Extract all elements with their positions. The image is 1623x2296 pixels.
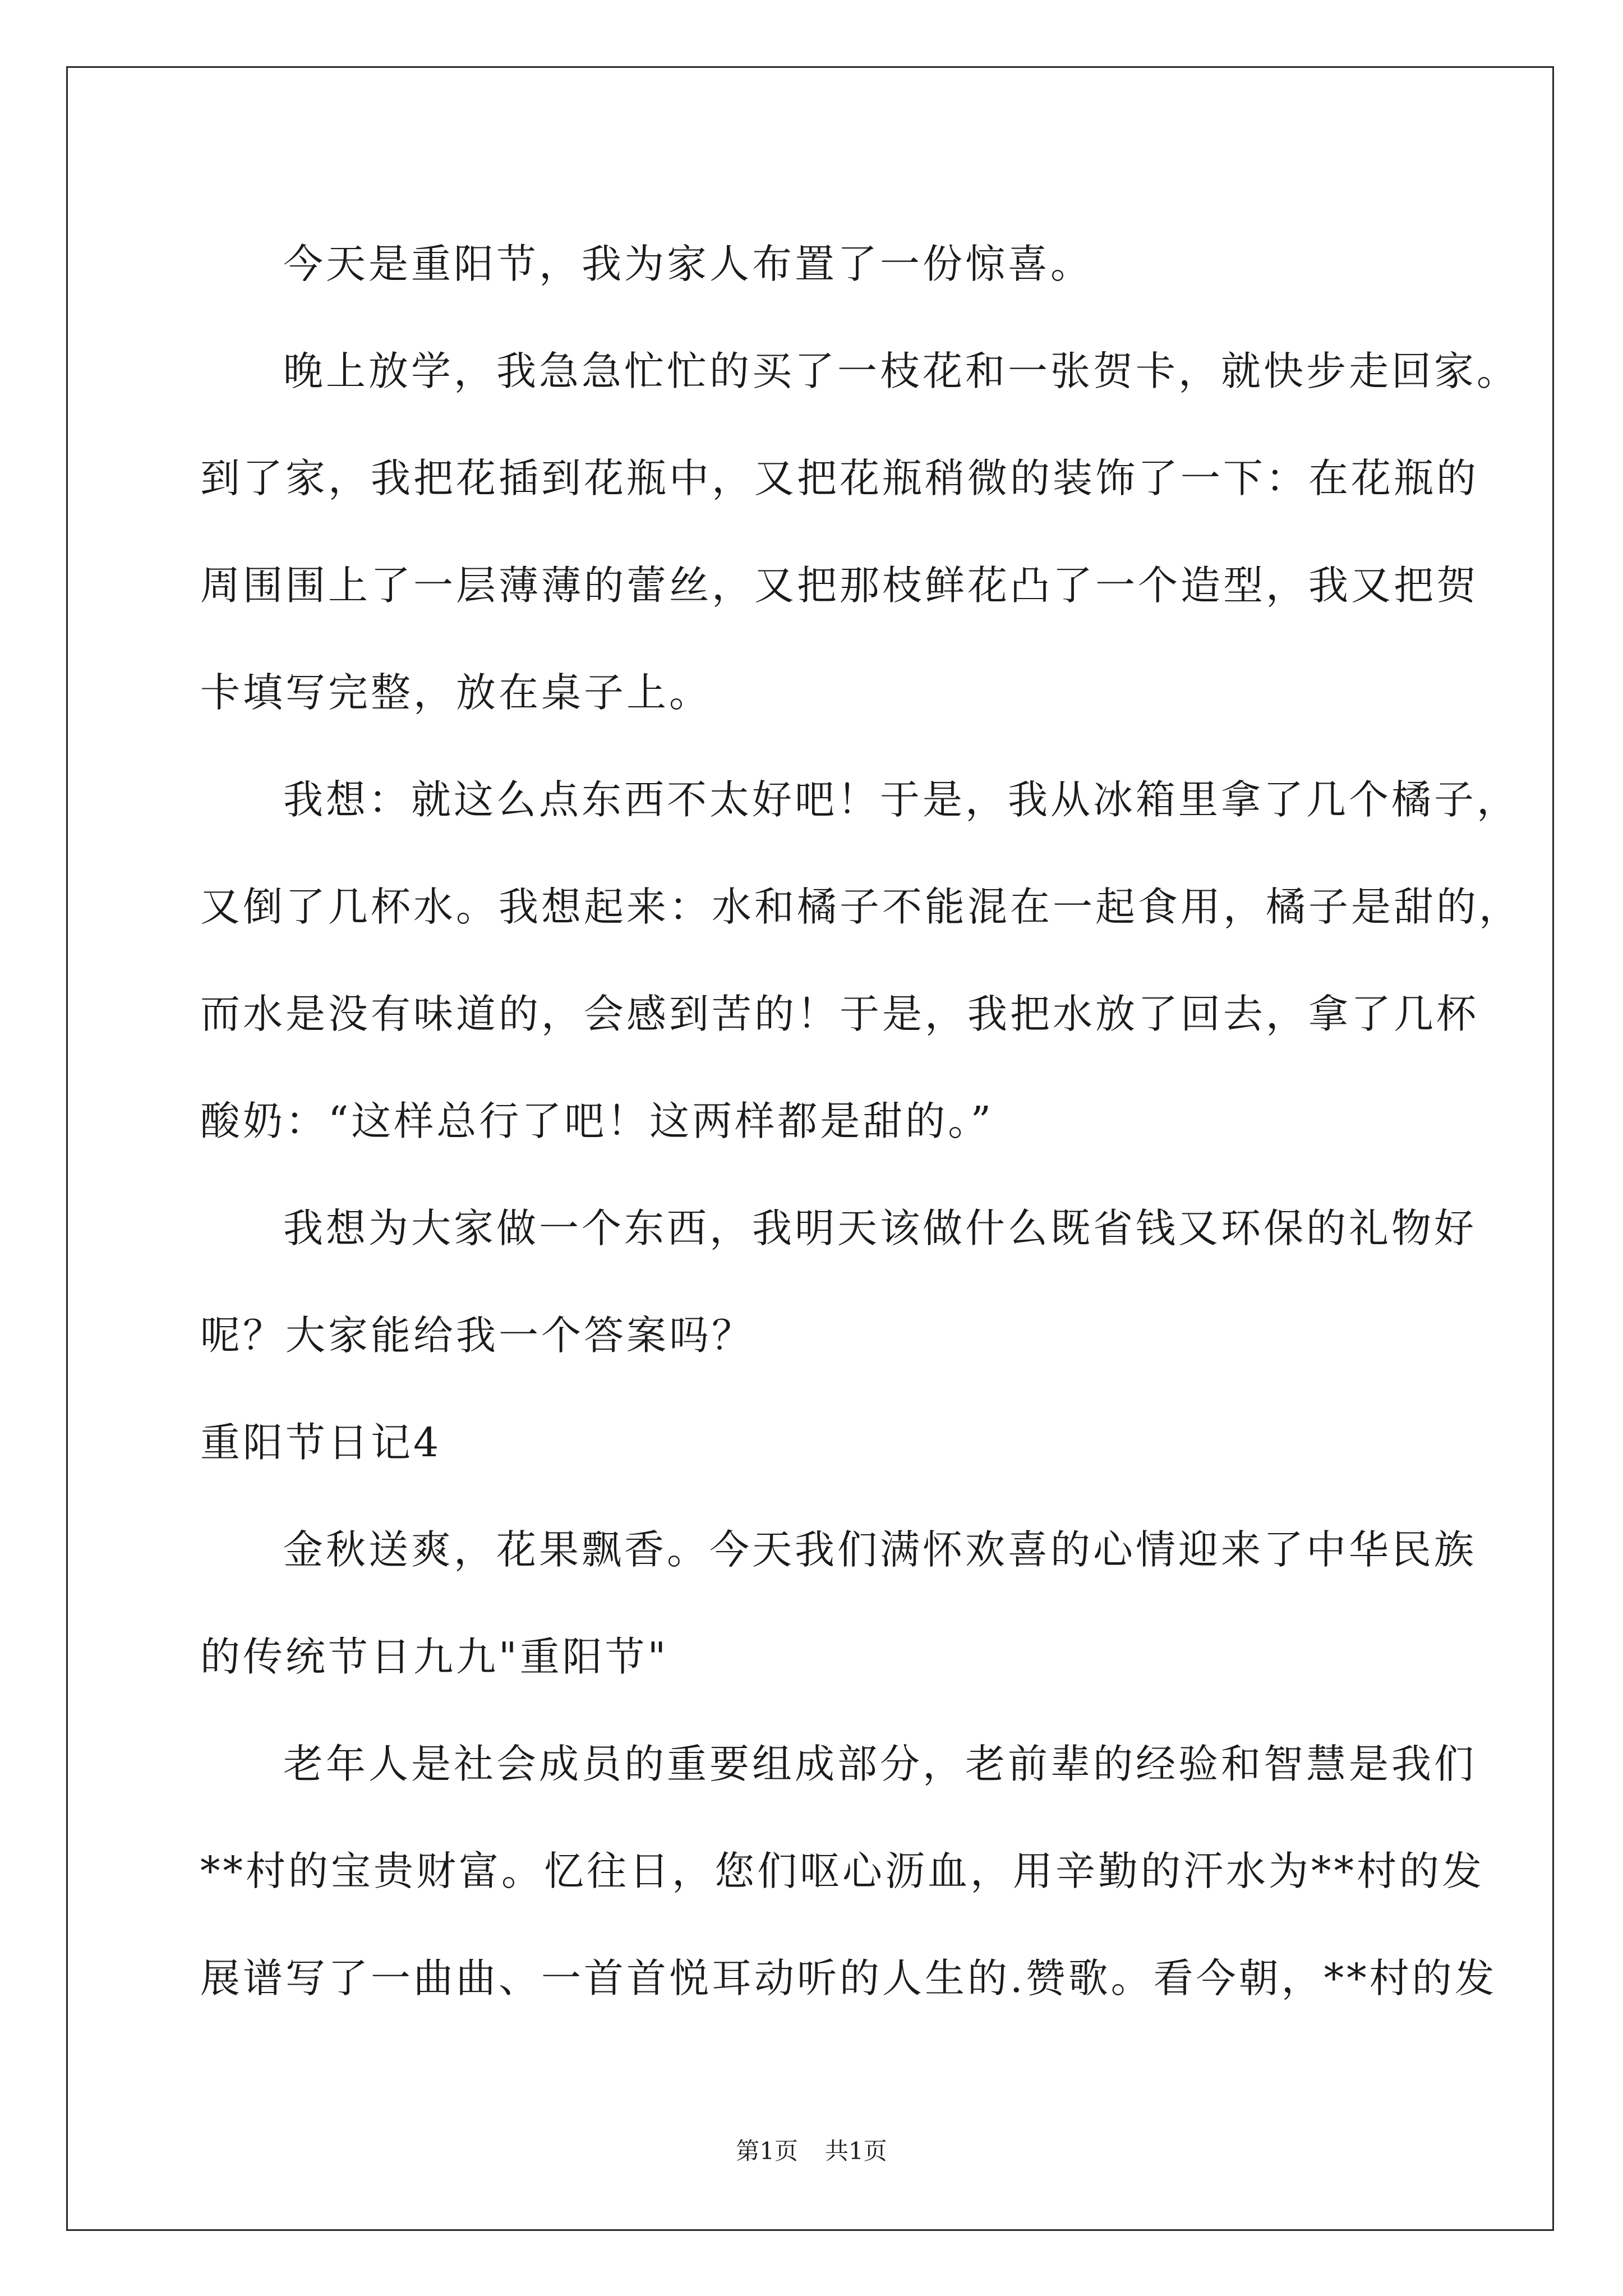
text-line: 晚上放学，我急急忙忙的买了一枝花和一张贺卡，就快步走回家。 bbox=[283, 348, 1520, 394]
text-line: 周围围上了一层薄薄的蕾丝，又把那枝鲜花凸了一个造型，我又把贺 bbox=[200, 562, 1479, 609]
text-line: 酸奶：“这样总行了吧！这两样都是甜的。” bbox=[200, 1098, 994, 1144]
text-line: 呢？大家能给我一个答案吗？ bbox=[200, 1312, 755, 1359]
text-line: 而水是没有味道的，会感到苦的！于是，我把水放了回去，拿了几杯 bbox=[200, 991, 1479, 1037]
section-heading: 重阳节日记4 bbox=[200, 1419, 442, 1466]
text-line: 卡填写完整，放在桌子上。 bbox=[200, 669, 712, 716]
page-number-total: 共1页 bbox=[825, 2137, 887, 2165]
text-line: 今天是重阳节，我为家人布置了一份惊喜。 bbox=[283, 241, 1094, 287]
page-number-current: 第1页 bbox=[736, 2137, 798, 2165]
text-line: **村的宝贵财富。忆往日，您们呕心沥血，用辛勤的汗水为**村的发 bbox=[200, 1848, 1485, 1894]
text-line: 展谱写了一曲曲、一首首悦耳动听的人生的.赞歌。看今朝，**村的发 bbox=[200, 1955, 1497, 2001]
text-line: 又倒了几杯水。我想起来：水和橘子不能混在一起食用，橘子是甜的， bbox=[200, 884, 1522, 930]
text-line: 的传统节日九九"重阳节" bbox=[200, 1634, 669, 1680]
text-line: 老年人是社会成员的重要组成部分，老前辈的经验和智慧是我们 bbox=[283, 1741, 1477, 1787]
text-line: 到了家，我把花插到花瓶中，又把花瓶稍微的装饰了一下：在花瓶的 bbox=[200, 455, 1479, 501]
text-line: 我想为大家做一个东西，我明天该做什么既省钱又环保的礼物好 bbox=[283, 1205, 1477, 1251]
page-footer bbox=[0, 2134, 1623, 2168]
text-line: 金秋送爽，花果飘香。今天我们满怀欢喜的心情迎来了中华民族 bbox=[283, 1526, 1477, 1573]
text-line: 我想：就这么点东西不太好吧！于是，我从冰箱里拿了几个橘子， bbox=[283, 776, 1520, 823]
document-body bbox=[200, 210, 1522, 2032]
